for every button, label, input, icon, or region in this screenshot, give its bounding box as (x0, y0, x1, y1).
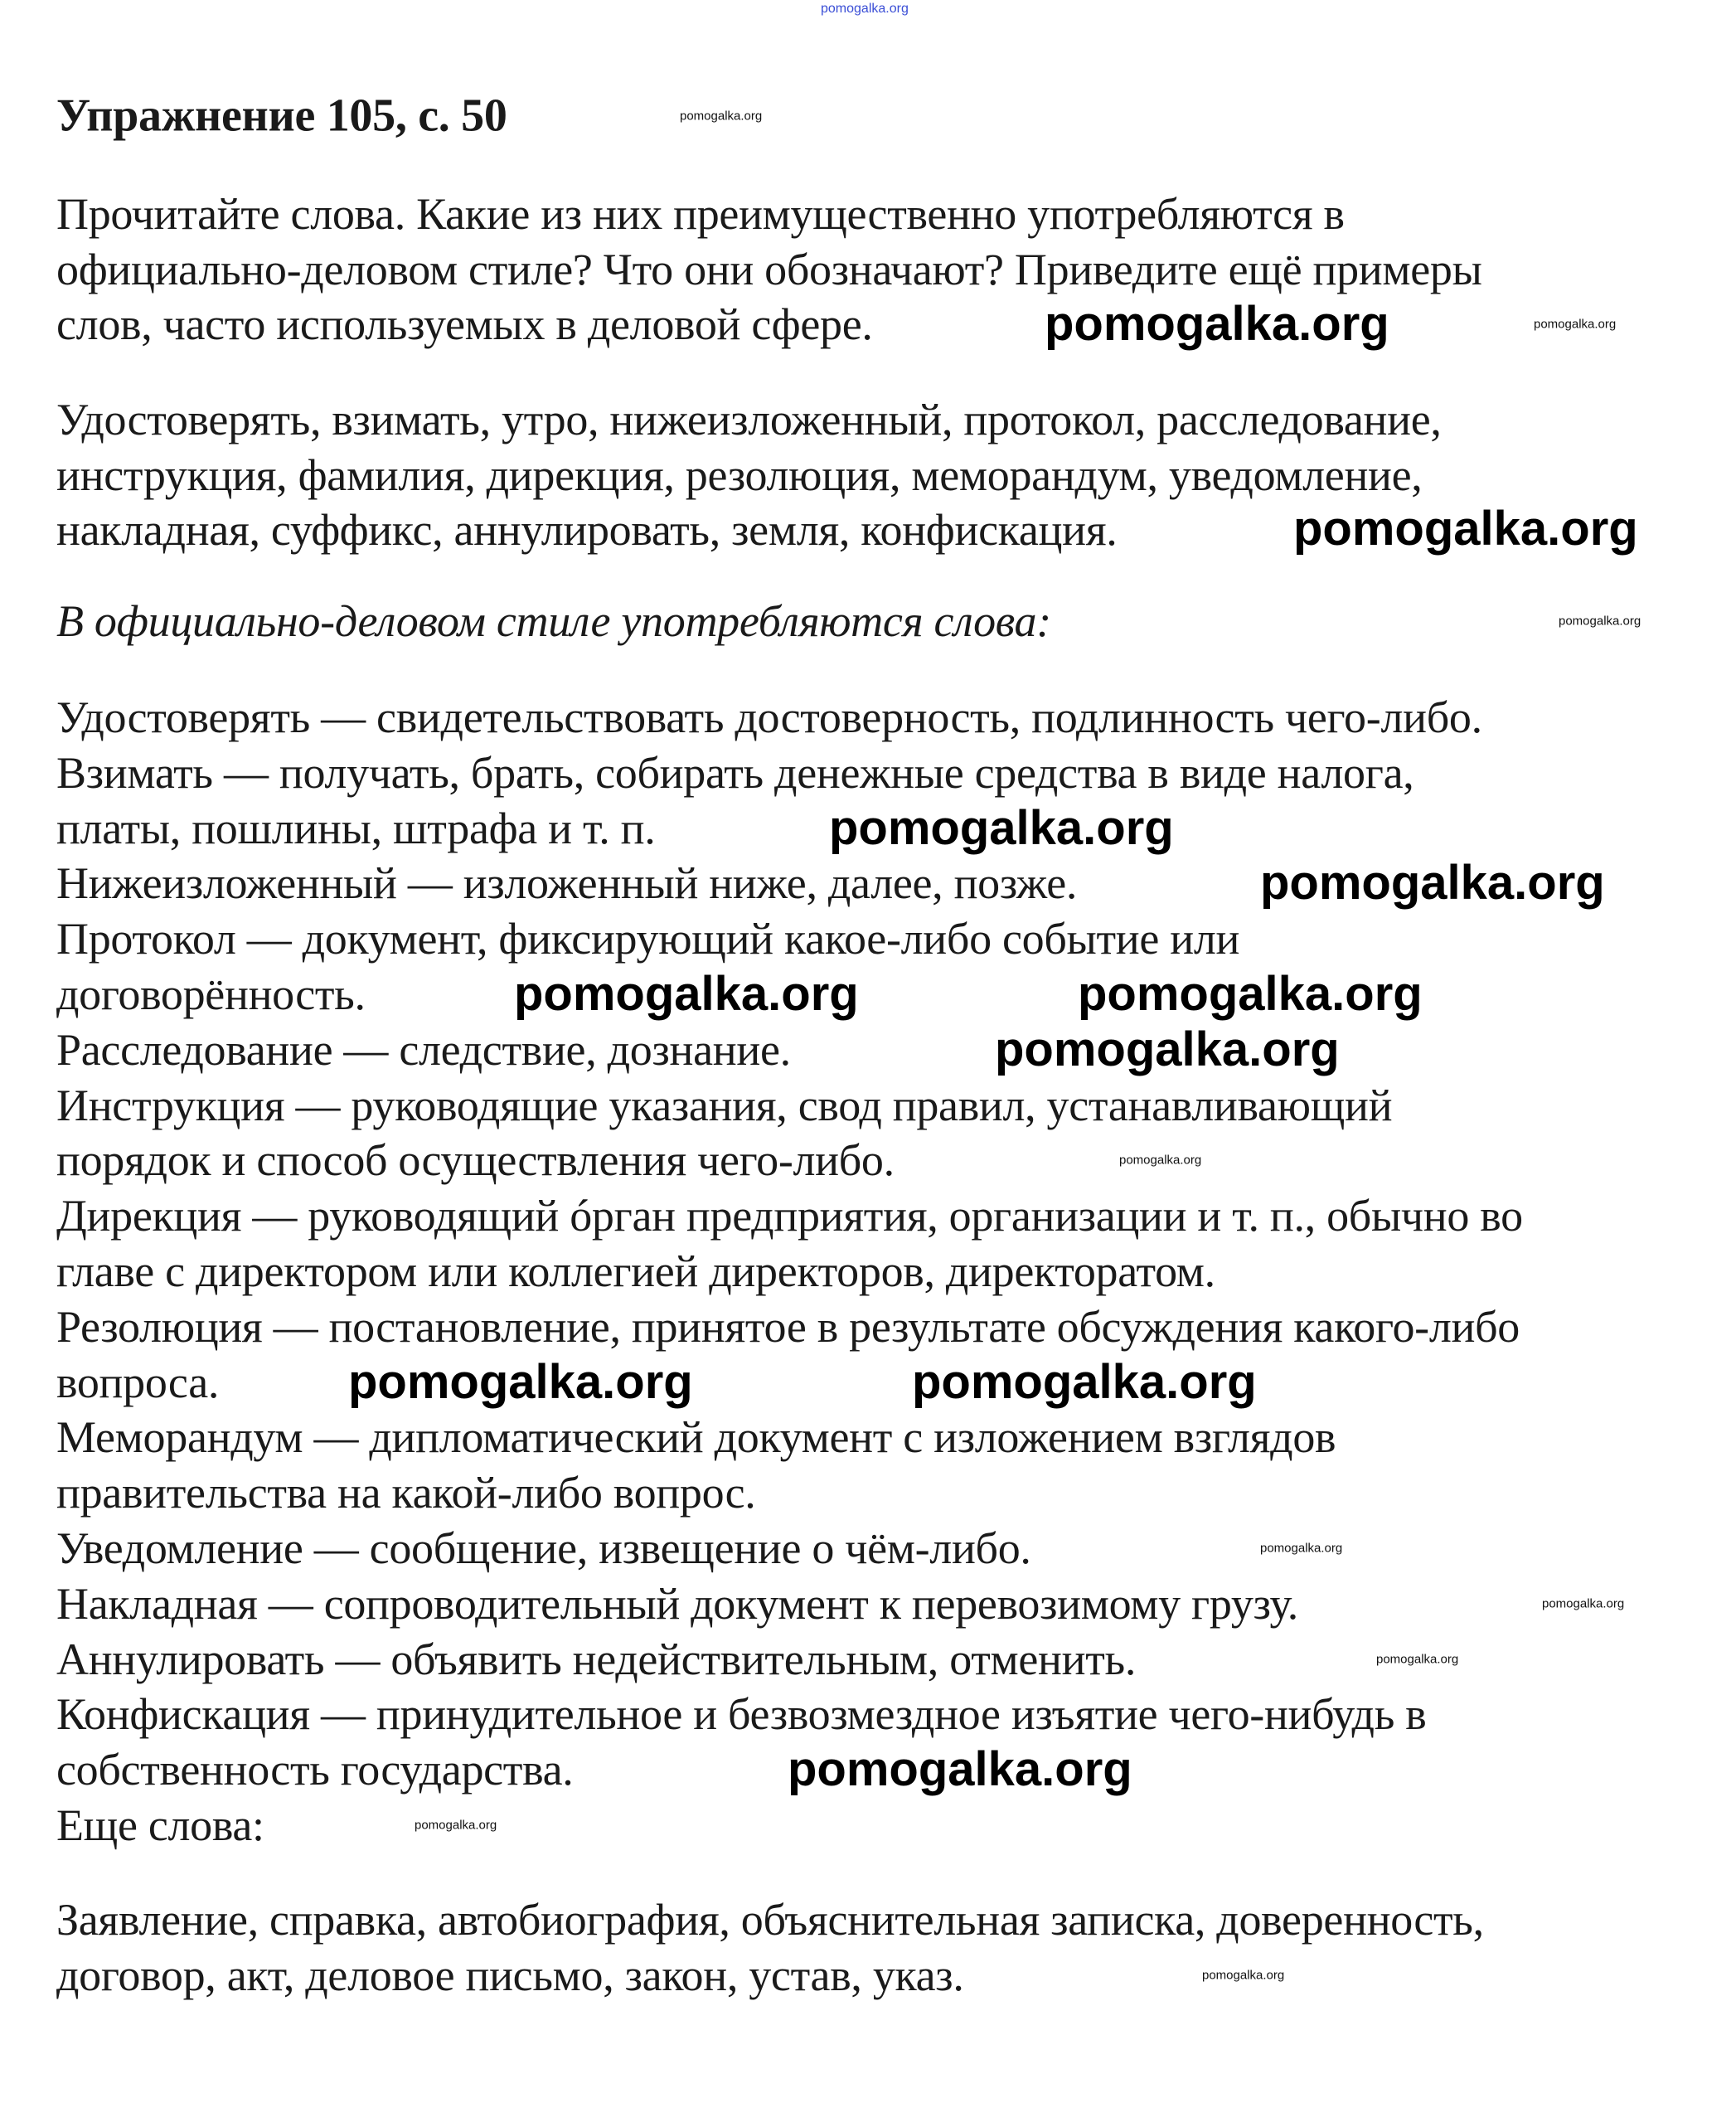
definition-line: Удостоверять — свидетельствовать достоверность, подлинность чего-либо. (56, 692, 1482, 742)
task-line: Прочитайте слова. Какие из них преимущественно употребляются в (56, 188, 1345, 239)
answer-heading: В официально-деловом стиле употребляются слова: (56, 595, 1051, 646)
watermark: pomogalka.org (680, 109, 763, 124)
watermark: pomogalka.org (912, 1354, 1257, 1409)
task-line: официально-деловом стиле? Что они обозначают? Приведите ещё примеры (56, 244, 1482, 294)
watermark: pomogalka.org (788, 1742, 1132, 1797)
watermark: pomogalka.org (1045, 297, 1389, 351)
word-list-line: накладная, суффикс, аннулировать, земля, конфискация. (56, 504, 1118, 555)
watermark: pomogalka.org (514, 967, 859, 1021)
definition-line: договорённость. (56, 969, 366, 1019)
watermark: pomogalka.org (821, 2, 909, 16)
more-words-line: Заявление, справка, автобиография, объяснительная записка, доверенность, (56, 1894, 1484, 1945)
definition-line: Еще слова: (56, 1799, 264, 1850)
definition-line: собственность государства. (56, 1744, 574, 1795)
definition-line: Накладная — сопроводительный документ к перевозимому грузу. (56, 1578, 1298, 1629)
watermark: pomogalka.org (1559, 614, 1641, 629)
definition-line: Протокол — документ, фиксирующий какое-либо событие или (56, 913, 1240, 964)
definition-line: Аннулировать — объявить недействительным, отменить. (56, 1634, 1137, 1684)
definition-line: Меморандум — дипломатический документ с изложением взглядов (56, 1412, 1336, 1463)
word-list-line: инструкция, фамилия, дирекция, резолюция, меморандум, уведомление, (56, 449, 1423, 500)
exercise-title: Упражнение 105, с. 50 (56, 90, 507, 142)
watermark: pomogalka.org (1260, 1541, 1343, 1556)
watermark: pomogalka.org (1376, 1652, 1459, 1667)
word-list-line: Удостоверять, взимать, утро, нижеизложенный, протокол, расследование, (56, 394, 1442, 444)
definition-line: Расследование — следствие, дознание. (56, 1024, 791, 1075)
definition-line: Нижеизложенный — изложенный ниже, далее, позже. (56, 858, 1078, 909)
watermark: pomogalka.org (1078, 967, 1423, 1021)
definition-line: порядок и способ осуществления чего-либо. (56, 1135, 895, 1186)
watermark: pomogalka.org (1542, 1596, 1625, 1611)
definition-line: Дирекция — руководящий óрган предприятия, организации и т. п., обычно во (56, 1190, 1523, 1241)
watermark: pomogalka.org (1260, 856, 1605, 911)
definition-line: правительства на какой-либо вопрос. (56, 1467, 756, 1518)
watermark: pomogalka.org (348, 1354, 693, 1409)
watermark: pomogalka.org (1534, 317, 1617, 332)
watermark: pomogalka.org (415, 1818, 497, 1833)
definition-line: Резолюция — постановление, принятое в результате обсуждения какого-либо (56, 1301, 1520, 1352)
watermark: pomogalka.org (1293, 502, 1638, 556)
watermark: pomogalka.org (1119, 1153, 1202, 1168)
definition-line: главе с директором или коллегией директоров, директоратом. (56, 1246, 1215, 1296)
definition-line: платы, пошлины, штрафа и т. п. (56, 803, 656, 853)
watermark: pomogalka.org (1202, 1968, 1285, 1982)
more-words-line: договор, акт, деловое письмо, закон, устав, указ. (56, 1950, 964, 2000)
definition-line: вопроса. (56, 1357, 220, 1407)
watermark: pomogalka.org (995, 1022, 1340, 1076)
definition-line: Уведомление — сообщение, извещение о чём-либо. (56, 1523, 1031, 1573)
definition-line: Конфискация — принудительное и безвозмездное изъятие чего-нибудь в (56, 1689, 1427, 1740)
definition-line: Взимать — получать, брать, собирать денежные средства в виде налога, (56, 747, 1414, 798)
task-line: слов, часто используемых в деловой сфере. (56, 299, 873, 349)
definition-line: Инструкция — руководящие указания, свод правил, устанавливающий (56, 1080, 1393, 1130)
watermark: pomogalka.org (829, 800, 1174, 855)
